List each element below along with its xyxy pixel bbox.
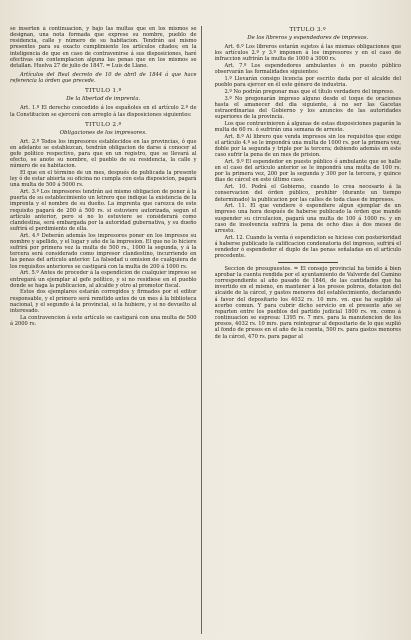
left-column: [10, 26, 197, 634]
article-11: Art. 11. El que vendiere ó espendiere algun ejemplar de un impreso una hora después de haberse publicado la órden que mande suspender su circulacion, pagará una multa de 100 á 1000 rs. y en caso de insolvencia sufrirá la pena de ocho dias á dos meses de arresto.: [214, 203, 401, 234]
column-divider: [201, 26, 202, 634]
titulo-2-subheading: Obligaciones de los impresores.: [59, 129, 147, 136]
article-4: Art. 4.º Deberán además los impresores poner en los impresos su nombre y apellido, y el lugar y año de la impresion. El que no lo hiciere sufrirá por primera vez la multa de 500 rs., 1000 la segunda, y á la tercera será considerado como impresor clandestino, incurriendo en las penas del artículo anterior. La falsedad u omision de cualquiera de los requisitos anteriores se castigará con la multa de 200 á 1000 rs.: [10, 232, 197, 270]
articles-title: Artículos del Real decreto de 10 de abril de 1844 á que hace referencia la órden que precede.: [10, 72, 197, 85]
article-9: Art. 9.º El espendedor en puesto público ó ambulante que se halle en el caso del artículo anterior se le impondrá una multa de 100 rs. por la primera vez, 200 por la segunda y 300 por la tercera, y quince dias de cárcel en este último caso.: [214, 158, 401, 184]
titulo-1-subheading: De la libertad de imprenta.: [66, 96, 141, 103]
article-7-item-2: 2.º No podrán pregonar mas que el título verdadero del impreso.: [224, 88, 395, 95]
article-10: Art. 10. Podrá el Gobierno, cuando lo crea necesario á la conservacion del órden público, prohibir (durante un tiempo determinado) la publicacion por las calles de toda clase de impresos.: [214, 184, 401, 203]
article-2: Art. 2.º Todos los impresores establecidos en las provincias, ó que en adelante se establezcan, tendrán obligacion de darse á conocer al gefe político respectivo, para que en un registro, que se llevará al efecto, se anote su nombre, el pueblo de su residencia, la calle y número de su habitacion.: [10, 138, 197, 170]
article-5-continued: Estos dos ejemplares estarán corregidos y firmados por el editor responsable, y el primero será remitido antes de un mes á la biblioteca nacional, y el segundo á la provincial, si la hubiere, y si no devuelto al interesado.: [10, 289, 197, 314]
budget-section: Seccion de presupuestos. = El consejo provincial ha tenido á bien aprobar la cuenta rendida por el ayuntamiento de Valverde del Camino correspondiente al año pasado de 1846, de las cantidades que ha invertido en el mismo, en mantener á los presos pobres, dotacion del alcaide de la cárcel, y gastos menores del establecimiento, declarando á favor del depositario los 4032 rs. 10 mrs. vn. que ha suplido al acerbo comun. Y para cubrir dicho servicio en el presente año se reparten entre los pueblos del partido judicial 1800 rs. vn. como á continuacion se espresa: 1395 rs. 7 mrs. para la manutencion de los presos, 4032 rs. 10 mrs. para reintegrar al depositario de lo que suplió al fondo de presos en el año de la cuenta, 500 rs. para gastos menores de la cárcel, 470 rs. para pagar al: [214, 265, 401, 340]
titulo-3-subheading: De los libreros y espendedores de impresos.: [247, 35, 369, 41]
titulo-1-heading: TITULO 1.º: [84, 88, 122, 95]
article-5: Art. 5.º Antes de proceder á la espendicion de cualquier impreso se entregará un ejemplar al gefe político, y si no residiese en el pueblo donde se haga la publicacion, al alcalde y otro al promotor fiscal.: [10, 270, 197, 289]
article-6: Art. 6.º Los libreros estarán sujetos á las mismas obligaciones que los artículos 2.º y 3.º imponen á los impresores y en el caso de infraccion sufrirán la multa de 1000 á 3000 rs.: [214, 44, 401, 63]
titulo-3-heading: TITULO 3.º: [289, 27, 327, 33]
article-2-continued: El que en el término de un mes, después de publicada la presente ley ó de estar abierta su oficina no cumpla con esta disposicion, pagará una multa de 500 á 5000 rs.: [10, 170, 197, 189]
right-column: [215, 26, 402, 634]
article-1: Art. 1.º El derecho concedido á los españoles en el artículo 2.º de la Constitucion se ejercerá con arreglo á las disposiciones siguientes:: [10, 105, 197, 118]
titulo-2-heading: TITULO 2.º: [84, 121, 122, 128]
article-7-penalty: Los que contravinieren á algunas de estas disposiciones pagarán la multa de 60 rs. ó sufrirán una semana de arresto.: [214, 120, 401, 133]
article-7-item-3: 3.º No pregonarán impreso alguno desde el toque de oraciones hasta el amanecer del dia siguiente, á no ser las Gacetas estraordinarias del Gobierno y los anuncios de las autoridades superiores de la provincia.: [214, 95, 401, 121]
article-5-penalty: La contravencion á este artículo se castigará con una multa de 500 á 2000 rs.: [10, 314, 197, 327]
article-7-item-1: 1.º Llevarán consigo licencia por escrito dada por el alcalde del pueblo para ejercer en él este género de industria.: [214, 75, 401, 89]
article-8: Art. 8.º Al librero que venda impresos sin los requisitos que exige el artículo 4.º se le impondrá una multa de 1000 rs. por la primera vez, doble por la segunda y triple por la tercera; debiendo además en este caso sufrir la pena de un mes de prision.: [214, 133, 401, 159]
article-12: Art. 12. Cuando la venta ó espendicion se hiciese con posterioridad á haberse publicado la calificacion condenatoria del impreso, sufrirá el vendedor ó espendedor el duplo de las penas señaladas en el artículo precedente.: [214, 234, 401, 260]
article-7: Art. 7.º Los espendedores ambulantes ó en puesto público observarán las formalidades siguientes:: [214, 63, 401, 76]
section-separator: [278, 262, 338, 263]
article-3: Art. 3.º Los impresores tendrán asi mismo obligacion de poner á la puerta de su establecimiento un letrero que indique la existencia de la imprenta y el nombre de su dueño. La imprenta que carezca de este requisito pagará de 200 á 500 rs. si estuviere autorizada, segun el artículo anterior, pero si no lo estuviere se considerará como clandestina, será embargada por la autoridad gubernativa, y su dueño sufrirá el perdimiento de ella.: [10, 189, 197, 233]
intro-paragraph: se inserten á continuacion, y bajo las multas que en los mismos se designan, una nota formada que exprese su nombre, pueblo de residencia, calle y número de su habitacion. Tendrán asi mismo presentes para su exacto cumplimiento los artículos citados; en la inteligencia de que en caso de contravenirse á sus disposiciones, haré efectivas sin contemplacion alguna las penas que en los mismos se detallan. Huelva 27 de julio de 1847. = Luis de Llano.: [10, 26, 197, 69]
